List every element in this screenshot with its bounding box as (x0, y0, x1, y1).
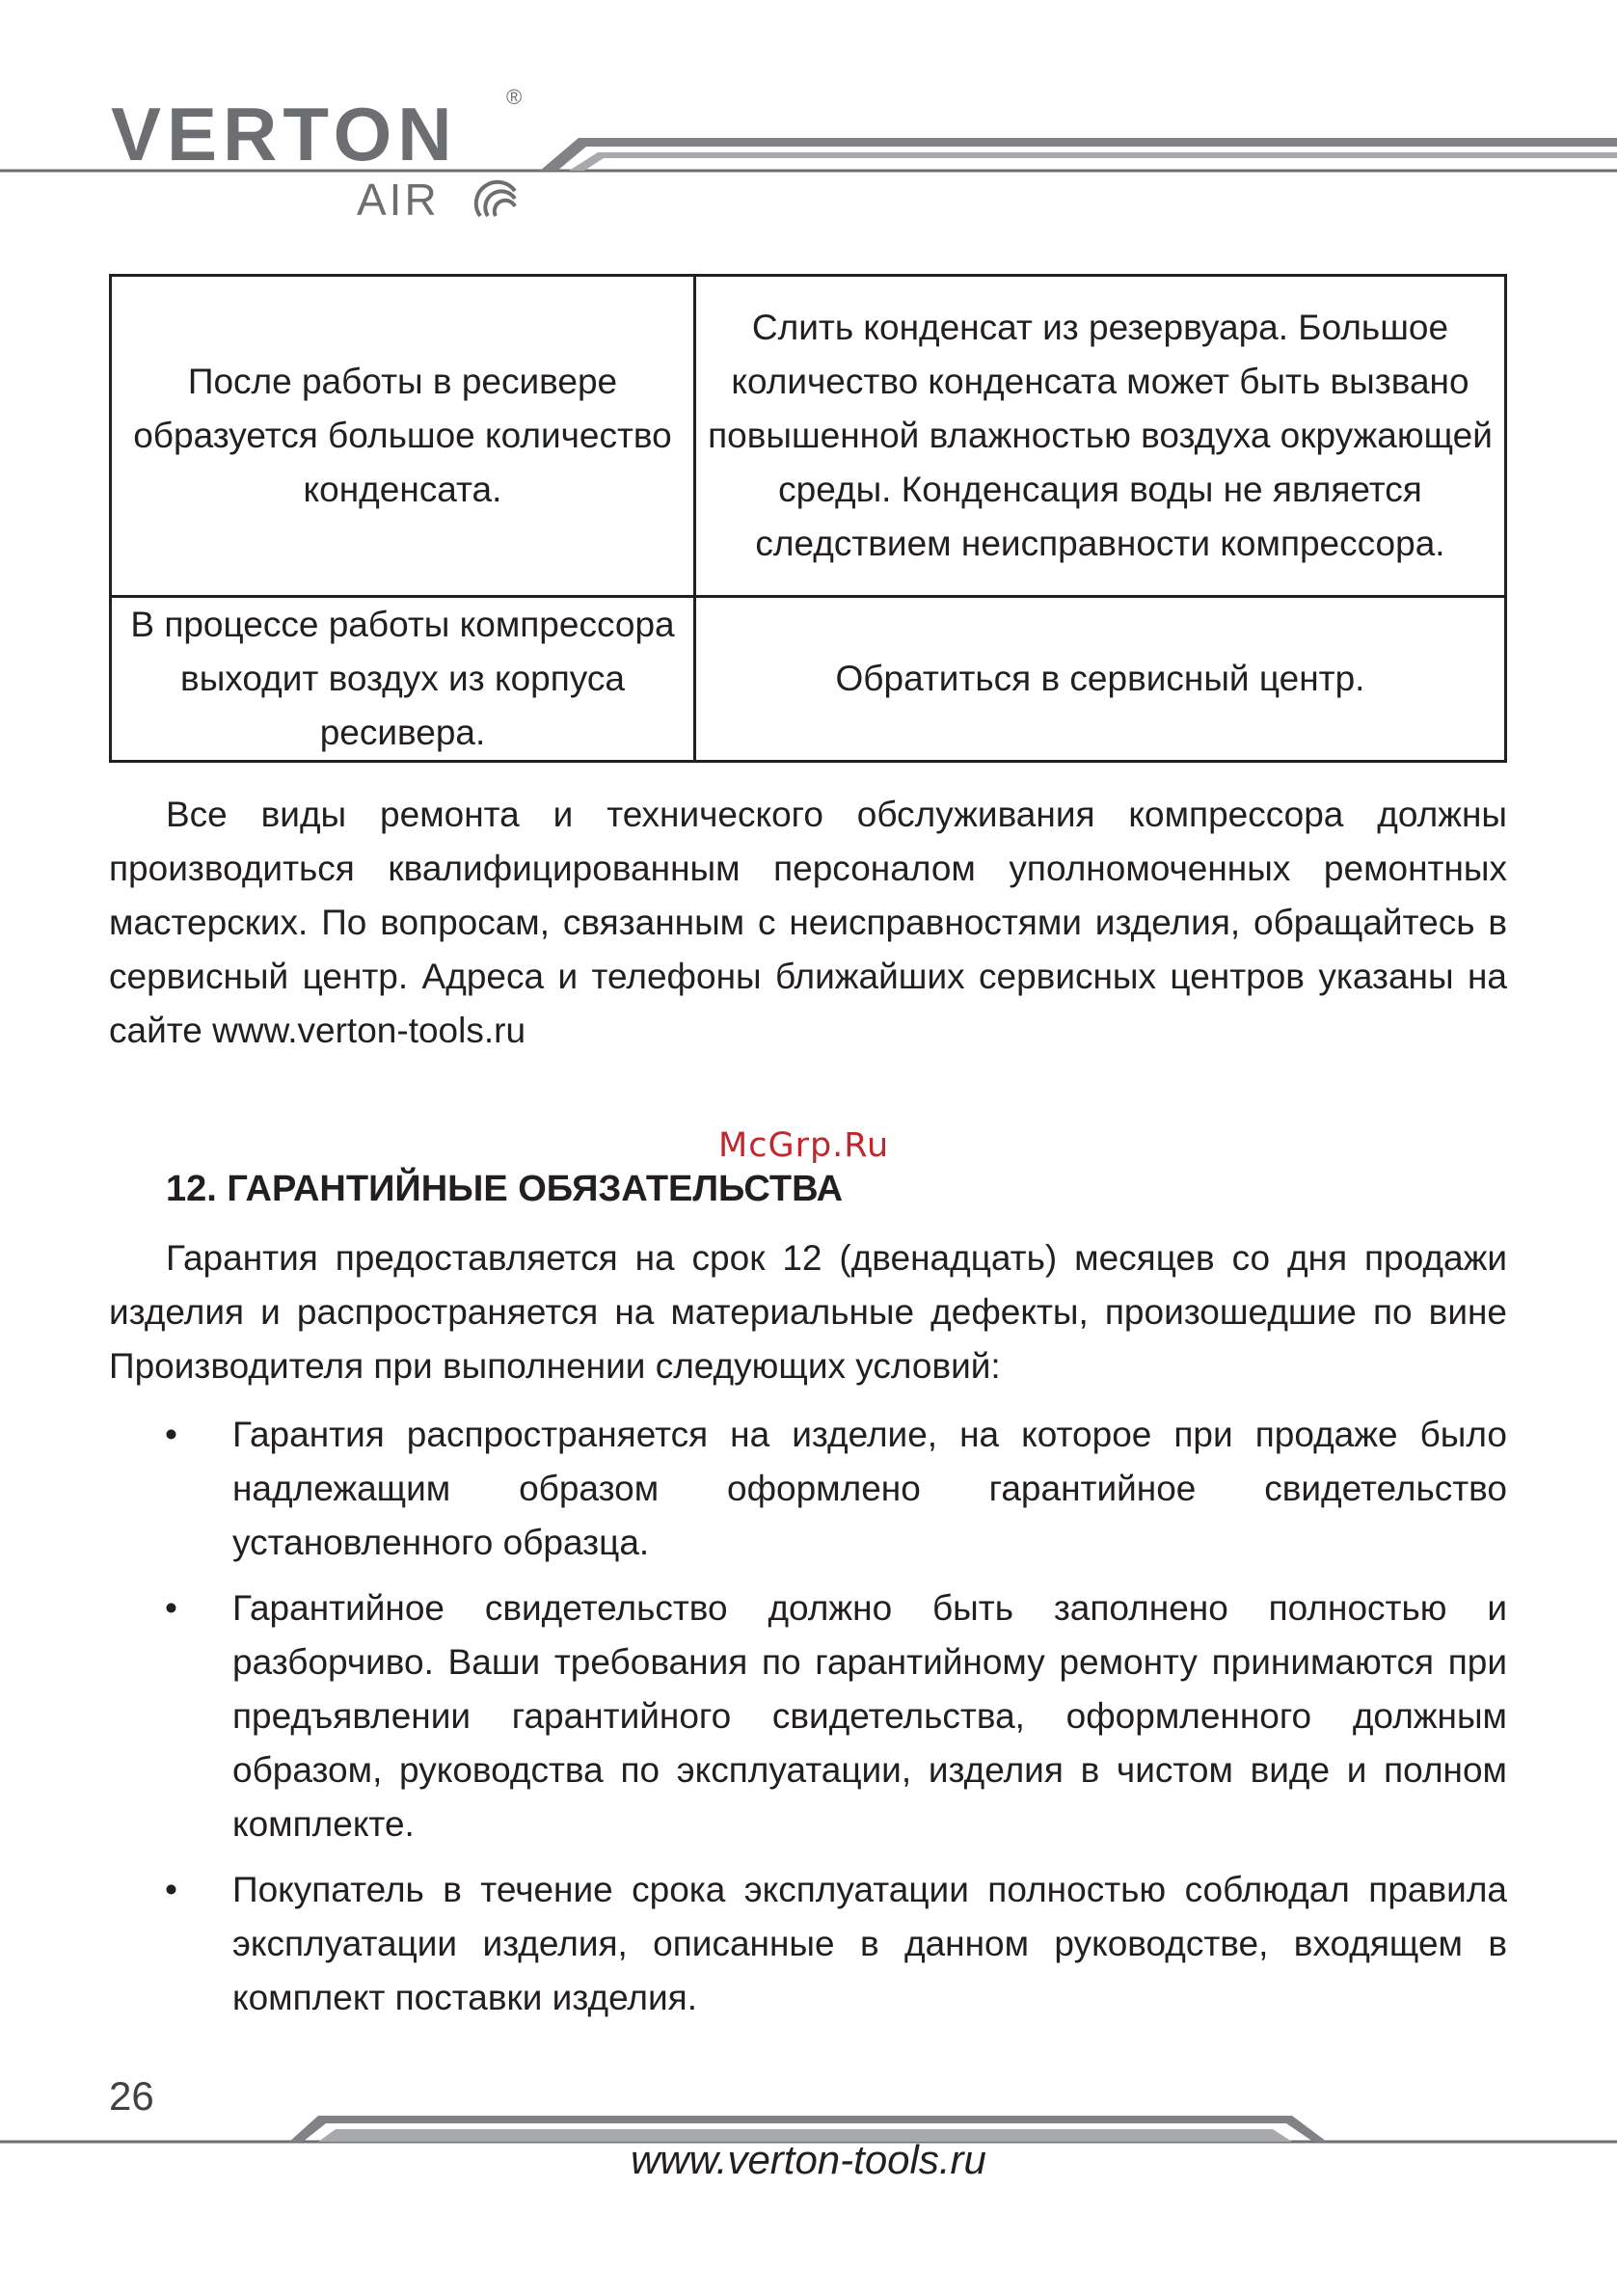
logo-subbrand: AIR (357, 175, 440, 225)
section-intro: Гарантия предоставляется на срок 12 (двенадцать) месяцев со дня продажи изделия и распространяется на материальные дефекты, произошедшие по вине Производителя при выполнении следующих условий: (109, 1238, 1507, 1386)
header-divider (0, 125, 1617, 183)
list-item (109, 1581, 1507, 1851)
table-row (111, 276, 1506, 597)
list-item-text: Покупатель в течение срока эксплуатации полностью соблюдал правила эксплуатации изделия, описанные в данном руководстве, входящем в комплект поставки изделия. (232, 1870, 1507, 2017)
air-wave-icon (472, 177, 521, 222)
watermark: McGrp.Ru (718, 1126, 890, 1165)
list-item (109, 1408, 1507, 1570)
bullet-marker: • (165, 1588, 177, 1628)
conditions-list (109, 1408, 1507, 2025)
page-number: 26 (109, 2073, 154, 2119)
bullet-marker: • (165, 1415, 177, 1454)
list-item (109, 1863, 1507, 2025)
section-title: 12. ГАРАНТИЙНЫЕ ОБЯЗАТЕЛЬСТВА (166, 1169, 844, 1209)
troubleshooting-table (109, 274, 1507, 763)
logo-registered-mark: ® (506, 85, 523, 109)
table-cell-solution: Слить конденсат из резервуара. Большое количество конденсата может быть вызвано повышенной влажностью воздуха окружающей среды. Конденсация воды не является следствием неисправности компрессора. (694, 276, 1505, 597)
table-row (111, 597, 1506, 762)
list-item-text: Гарантия распространяется на изделие, на которое при продаже было надлежащим образом оформлено гарантийное свидетельство установленного образца. (232, 1415, 1507, 1562)
table-cell-problem: После работы в ресивере образуется большое количество конденсата. (111, 276, 695, 597)
repair-paragraph: Все виды ремонта и технического обслуживания компрессора должны производиться квалифицированным персоналом уполномоченных ремонтных мастерских. По вопросам, связанным с неисправностями изделия, обращайтесь в сервисный центр. Адреса и телефоны ближайших сервисных центров указаны на сайте www.verton-tools.ru (109, 795, 1507, 1050)
bullet-marker: • (165, 1870, 177, 1909)
list-item-text: Гарантийное свидетельство должно быть заполнено полностью и разборчиво. Ваши требования по гарантийному ремонту принимаются при предъявлении гарантийного свидетельства, оформленного должным образом, руководства по эксплуатации, изделия в чистом виде и полном комплекте. (232, 1588, 1507, 1844)
logo-wordmark: VERTON (111, 92, 458, 176)
table-cell-solution: Обратиться в сервисный центр. (694, 597, 1505, 762)
footer-website-link[interactable]: www.verton-tools.ru (631, 2137, 986, 2182)
table-cell-problem: В процессе работы компрессора выходит воздух из корпуса ресивера. (111, 597, 695, 762)
